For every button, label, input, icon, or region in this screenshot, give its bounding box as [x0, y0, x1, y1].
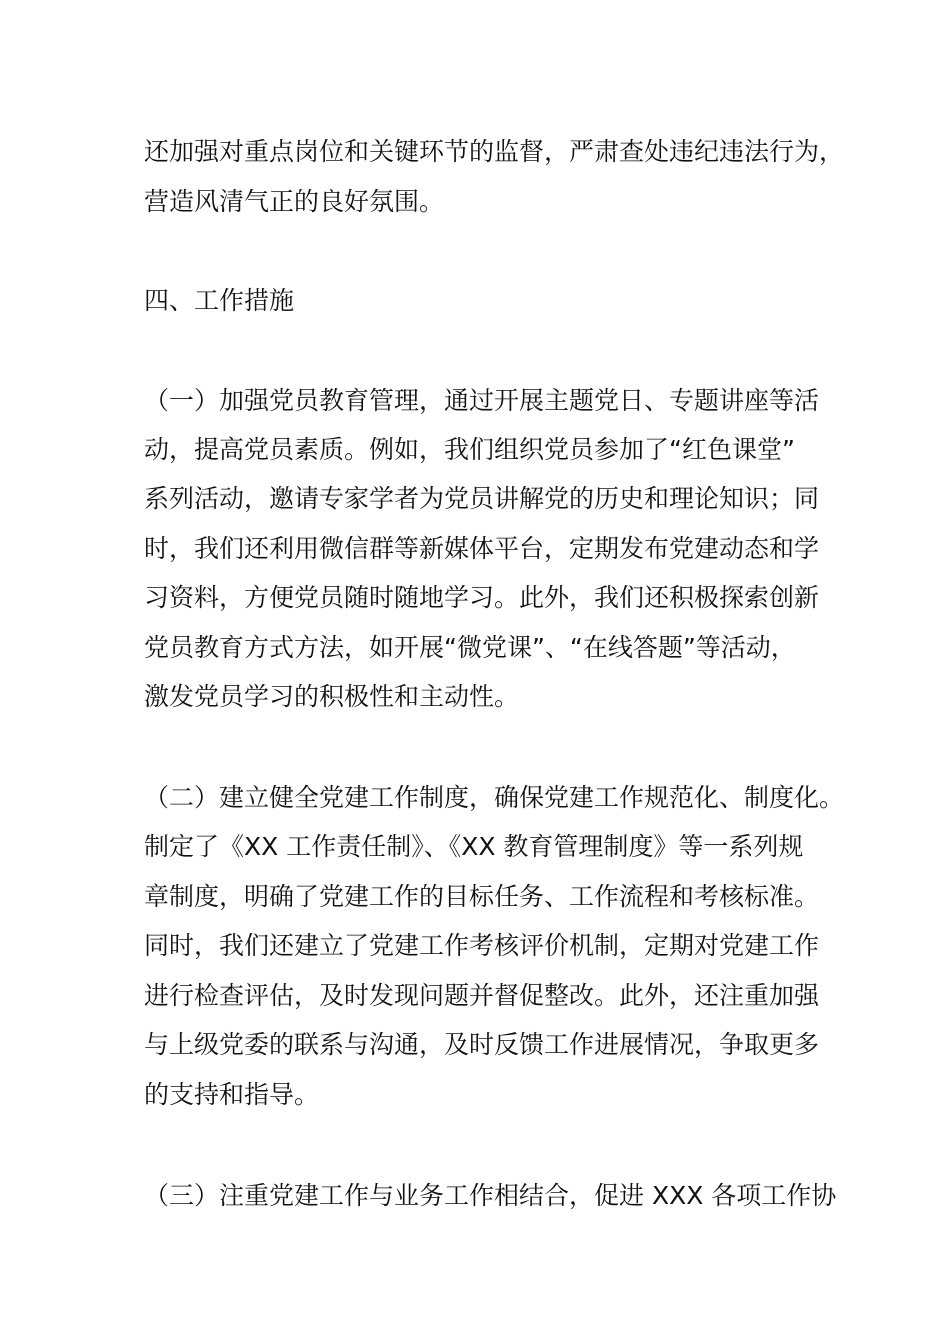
paragraph-line: 制定了《XX 工作责任制》、《XX 教育管理制度》等一系列规 [144, 832, 804, 861]
paragraph-line: 系列活动，邀请专家学者为党员讲解党的历史和理论知识；同 [144, 484, 820, 513]
paragraph-line: 与上级党委的联系与沟通，及时反馈工作进展情况，争取更多 [144, 1030, 820, 1059]
paragraph-line: （二）建立健全党建工作制度，确保党建工作规范化、制度化。 [144, 783, 845, 812]
paragraph-line: （一）加强党员教育管理，通过开展主题党日、专题讲座等活 [144, 386, 820, 415]
paragraph-line: 同时，我们还建立了党建工作考核评价机制，定期对党建工作 [144, 931, 820, 960]
section-heading: 四、工作措施 [144, 286, 295, 315]
paragraph-line: 时，我们还利用微信群等新媒体平台，定期发布党建动态和学 [144, 534, 820, 563]
paragraph-line: 营造风清气正的良好氛围。 [144, 187, 445, 216]
paragraph-line: 进行检查评估，及时发现问题并督促整改。此外，还注重加强 [144, 981, 820, 1010]
paragraph-line: 的支持和指导。 [144, 1080, 320, 1109]
paragraph-line: 激发党员学习的积极性和主动性。 [144, 682, 520, 711]
paragraph-line: （三）注重党建工作与业务工作相结合，促进 XXX 各项工作协 [144, 1181, 837, 1210]
paragraph-line: 习资料，方便党员随时随地学习。此外，我们还积极探索创新 [144, 583, 820, 612]
paragraph-line: 动，提高党员素质。例如，我们组织党员参加了“红色课堂” [144, 435, 795, 464]
paragraph-line: 党员教育方式方法，如开展“微党课”、“在线答题”等活动， [144, 633, 796, 662]
paragraph-line: 章制度，明确了党建工作的目标任务、工作流程和考核标准。 [144, 882, 820, 911]
paragraph-line: 还加强对重点岗位和关键环节的监督，严肃查处违纪违法行为， [144, 137, 845, 166]
